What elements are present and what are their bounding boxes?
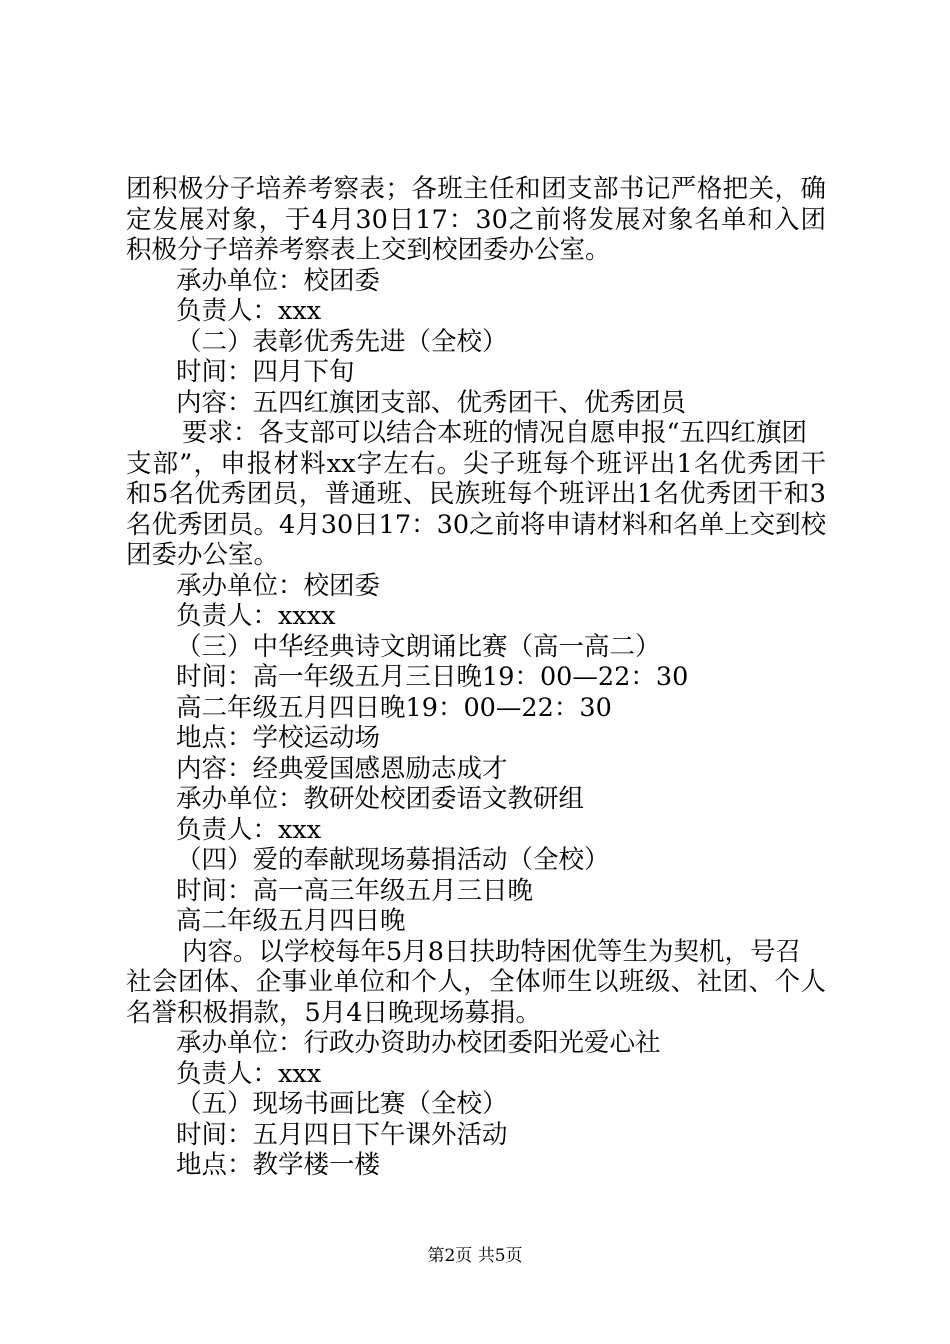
text-line: 积极分子培养考察表上交到校团委办公室。 bbox=[126, 235, 611, 265]
text-line: 内容：经典爱国感恩励志成才 bbox=[176, 753, 508, 784]
text-line: 高二年级五月四日晚 bbox=[176, 906, 406, 936]
text-line: 承办单位：校团委 bbox=[176, 265, 381, 296]
document-body bbox=[126, 174, 826, 1181]
text-line: （四）爱的奉献现场募捐活动（全校） bbox=[176, 845, 610, 875]
text-line: 负责人：xxx bbox=[176, 814, 322, 845]
text-line: 社会团体、企事业单位和个人，全体师生以班级、社团、个人 bbox=[126, 967, 826, 997]
text-line: 地点：学校运动场 bbox=[176, 723, 381, 753]
text-line: 负责人：xxx bbox=[176, 296, 322, 326]
text-line: 定发展对象，于4月30日17：30之前将发展对象名单和入团 bbox=[126, 204, 826, 235]
text-line: 承办单位：校团委 bbox=[176, 570, 381, 601]
text-line: 地点：教学楼一楼 bbox=[176, 1150, 381, 1180]
text-line: 时间：四月下旬 bbox=[176, 357, 355, 387]
text-line: 内容：五四红旗团支部、优秀团干、优秀团员 bbox=[176, 387, 687, 418]
text-line: （二）表彰优秀先进（全校） bbox=[176, 326, 508, 357]
text-line: 和5名优秀团员，普通班、民族班每个班评出1名优秀团干和3 bbox=[126, 479, 826, 509]
page-footer: 第2页 共5页 bbox=[427, 1246, 523, 1266]
text-line: 时间：五月四日下午课外活动 bbox=[176, 1119, 508, 1150]
text-line: 承办单位：教研处校团委语文教研组 bbox=[176, 784, 585, 814]
text-line: （五）现场书画比赛（全校） bbox=[176, 1089, 508, 1119]
text-line: 承办单位：行政办资助办校团委阳光爱心社 bbox=[176, 1028, 661, 1058]
text-line: 负责人：xxxx bbox=[176, 601, 336, 631]
text-line: 团积极分子培养考察表；各班主任和团支部书记严格把关，确 bbox=[126, 174, 826, 204]
text-line: （三）中华经典诗文朗诵比赛（高一高二） bbox=[176, 631, 661, 662]
text-line: 名誉积极捐款，5月4日晚现场募捐。 bbox=[126, 997, 541, 1028]
text-line: 高二年级五月四日晚19：00—22：30 bbox=[176, 692, 612, 723]
text-line: 团委办公室。 bbox=[126, 540, 280, 570]
text-line: 时间：高一高三年级五月三日晚 bbox=[176, 875, 534, 906]
text-line: 负责人：xxx bbox=[176, 1058, 322, 1089]
text-line: 名优秀团员。4月30日17：30之前将申请材料和名单上交到校 bbox=[126, 509, 827, 540]
text-line: 要求：各支部可以结合本班的情况自愿申报“五四红旗团 bbox=[182, 418, 808, 448]
text-line: 支部”，申报材料xx字左右。尖子班每个班评出1名优秀团干 bbox=[126, 448, 826, 479]
text-line: 时间：高一年级五月三日晚19：00—22：30 bbox=[176, 662, 689, 692]
text-line: 内容。以学校每年5月8日扶助特困优等生为契机，号召 bbox=[182, 936, 801, 967]
